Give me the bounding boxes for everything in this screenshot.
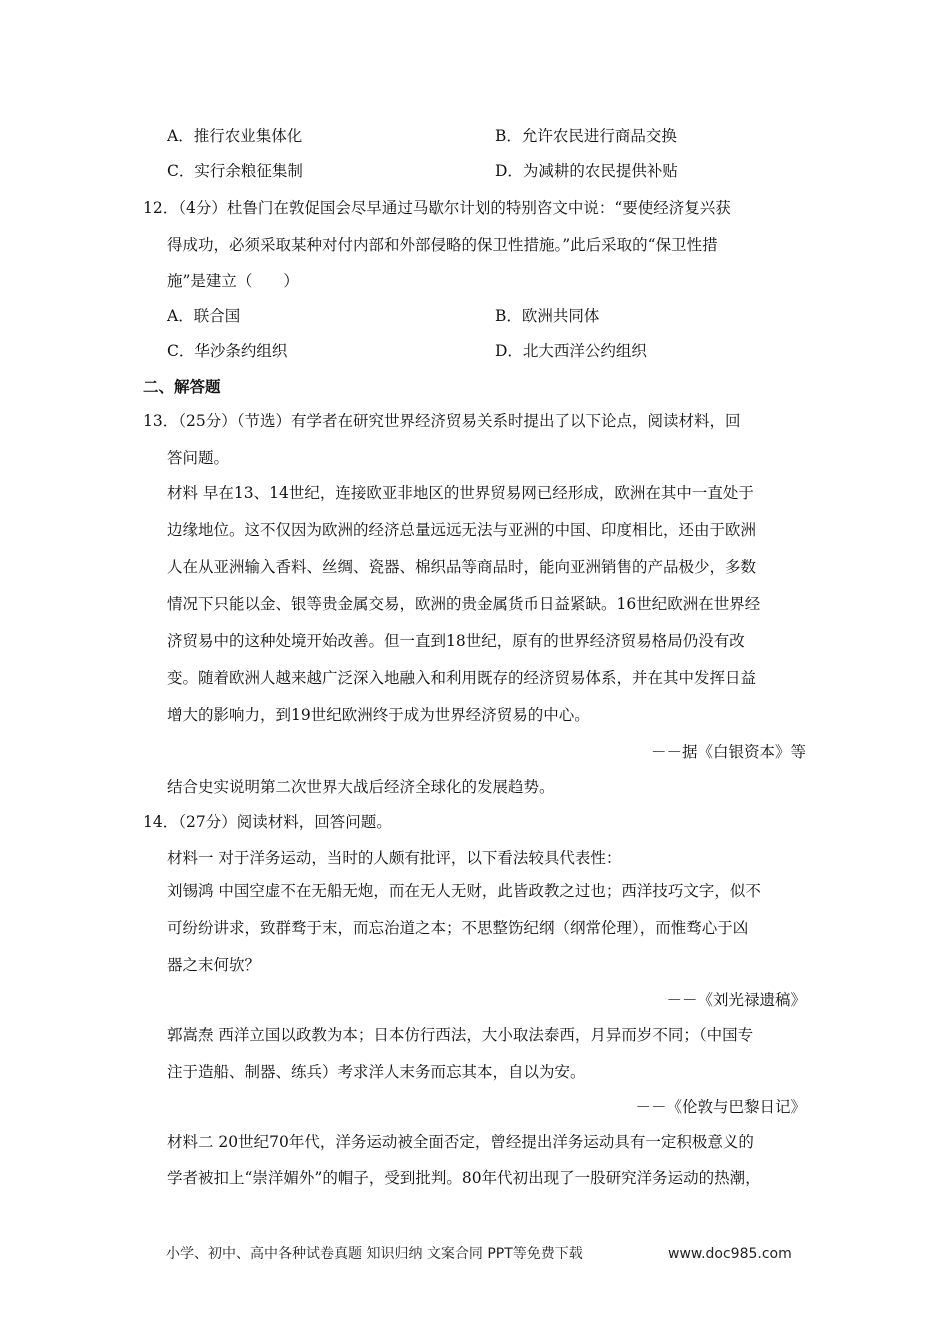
q11-option-c: C．实行余粮征集制 <box>167 162 303 180</box>
section-title: 二、解答题 <box>143 377 221 396</box>
q14-liu-line3: 器之末何欤？ <box>167 956 261 974</box>
q11-option-b: B．允许农民进行商品交换 <box>495 127 677 145</box>
q14-liu-line1: 刘锡鸿 中国空虚不在无船无炮，而在无人无财，此皆政教之过也；西洋技巧文字，似不 <box>167 882 761 900</box>
q13-stem-line2: 答问题。 <box>167 449 230 467</box>
q12-option-d: D．北大西洋公约组织 <box>495 342 647 360</box>
q14-stem-line1: 14．（27分）阅读材料，回答问题。 <box>143 813 392 831</box>
q14-material1-intro: 材料一 对于洋务运动，当时的人颇有批评，以下看法较具代表性： <box>167 849 622 867</box>
q12-option-b: B．欧洲共同体 <box>495 307 600 325</box>
q14-material2-line1: 材料二 20世纪70年代，洋务运动被全面否定，曾经提出洋务运动具有一定积极意义的 <box>167 1133 754 1151</box>
footer-url: www.doc985.com <box>668 1246 792 1262</box>
q13-material-line3: 人在从亚洲输入香料、丝绸、瓷器、棉织品等商品时，能向亚洲销售的产品极少，多数 <box>167 558 757 576</box>
q13-material-line7: 增大的影响力，到19世纪欧洲终于成为世界经济贸易的中心。 <box>167 706 590 724</box>
q13-material-line4: 情况下只能以金、银等贵金属交易，欧洲的贵金属货币日益紧缺。16世纪欧洲在世界经 <box>167 595 761 613</box>
q12-stem-line3: 施”是建立（ ） <box>167 272 299 290</box>
q12-option-c: C．华沙条约组织 <box>167 342 288 360</box>
q12-stem-line2: 得成功，必须采取某种对付内部和外部侵略的保卫性措施。”此后采取的“保卫性措 <box>167 236 718 254</box>
footer-text: 小学、初中、高中各种试卷真题 知识归纳 文案合同 PPT等免费下载 <box>166 1246 583 1262</box>
q13-material-line5: 济贸易中的这种处境开始改善。但一直到18世纪，原有的世界经济贸易格局仍没有改 <box>167 632 745 650</box>
q14-liu-source: －－《刘光禄遗稿》 <box>666 991 806 1009</box>
q11-option-d: D．为减耕的农民提供补贴 <box>495 162 678 180</box>
q14-guo-line1: 郭嵩焘 西洋立国以政教为本；日本仿行西法，大小取法泰西，月异而岁不同；（中国专 <box>167 1026 754 1044</box>
q13-material-line6: 变。随着欧洲人越来越广泛深入地融入和利用既存的经济贸易体系，并在其中发挥日益 <box>167 669 757 687</box>
q12-option-a: A．联合国 <box>167 307 241 325</box>
q13-material-line1: 材料 早在13、14世纪，连接欧亚非地区的世界贸易网已经形成，欧洲在其中一直处于 <box>167 484 754 502</box>
q11-option-a: A．推行农业集体化 <box>167 127 303 145</box>
q13-material-line2: 边缘地位。这不仅因为欧洲的经济总量远远无法与亚洲的中国、印度相比，还由于欧洲 <box>167 521 757 539</box>
q13-source: －－据《白银资本》等 <box>650 743 806 761</box>
q14-guo-source: －－《伦敦与巴黎日记》 <box>635 1098 806 1116</box>
q14-liu-line2: 可纷纷讲求，致群骛于末，而忘治道之本；不思整饬纪纲（纲常伦理），而惟骛心于凶 <box>167 919 749 937</box>
q14-material2-line2: 学者被扣上“崇洋媚外”的帽子，受到批判。80年代初出现了一股研究洋务运动的热潮， <box>167 1169 761 1187</box>
q13-question: 结合史实说明第二次世界大战后经济全球化的发展趋势。 <box>167 778 555 796</box>
q12-stem-line1: 12．（4分）杜鲁门在敦促国会尽早通过马歇尔计划的特别咨文中说：“要使经济复兴获 <box>143 199 731 217</box>
q14-guo-line2: 注于造船、制器、练兵）考求洋人末务而忘其本，自以为安。 <box>167 1063 586 1081</box>
q13-stem-line1: 13．（25分）（节选）有学者在研究世界经济贸易关系时提出了以下论点，阅读材料，回 <box>143 412 741 430</box>
